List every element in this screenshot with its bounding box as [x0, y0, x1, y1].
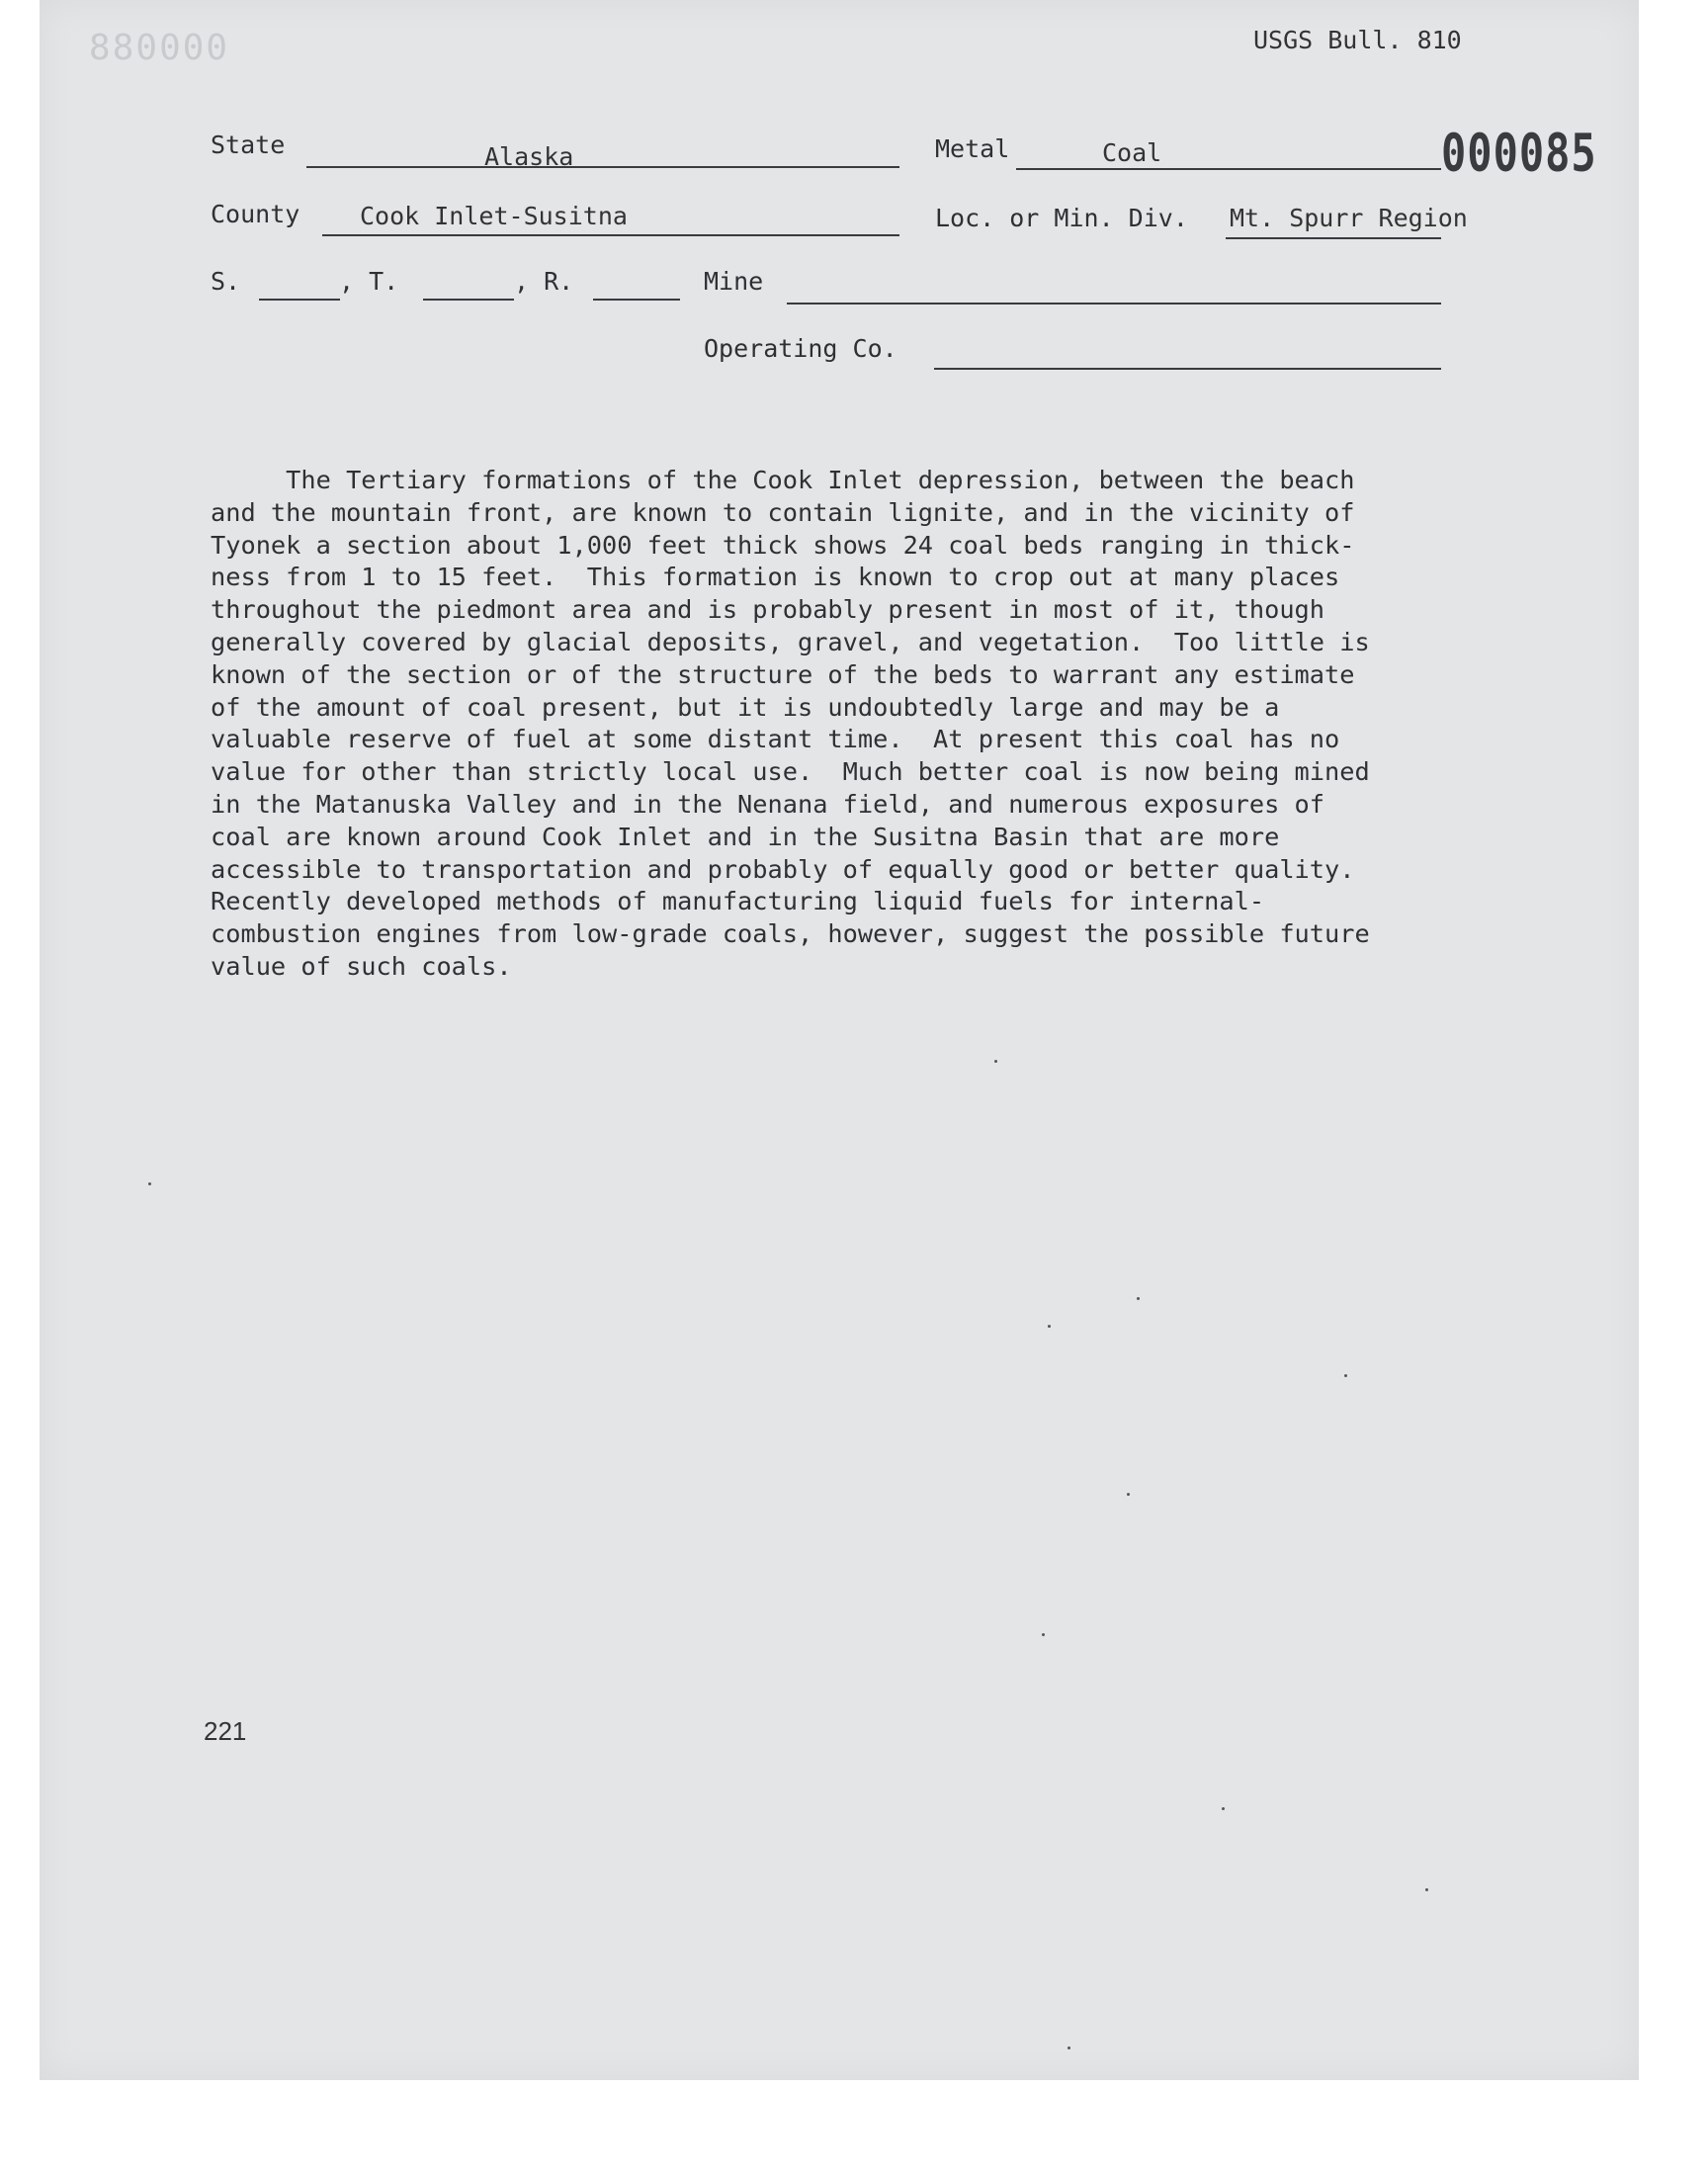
body-line: value for other than strictly local use. Much better coal is now being mined [211, 757, 1370, 787]
state-label: State [211, 130, 286, 159]
location-label: Loc. or Min. Div. [935, 204, 1188, 232]
scan-speck [1042, 1633, 1045, 1636]
scan-speck [1068, 2046, 1070, 2049]
body-line: combustion engines from low-grade coals, however, suggest the possible future [211, 919, 1370, 949]
scan-speck [1137, 1297, 1140, 1300]
body-line: The Tertiary formations of the Cook Inlet depression, between the beach [211, 466, 1355, 494]
range-label: , R. [514, 267, 574, 296]
township-underline [423, 299, 514, 301]
operating-company-label: Operating Co. [704, 334, 897, 363]
document-page [40, 0, 1639, 2080]
section-underline [259, 299, 340, 301]
location-value: Mt. Spurr Region [1230, 204, 1468, 232]
body-line: generally covered by glacial deposits, gravel, and vegetation. Too little is [211, 627, 1370, 656]
state-value: Alaska [484, 142, 574, 171]
scan-speck [1048, 1325, 1051, 1328]
section-label: S. [211, 267, 241, 296]
scan-speck [1425, 1888, 1428, 1891]
body-line: and the mountain front, are known to contain lignite, and in the vicinity of [211, 497, 1355, 527]
body-line: Tyonek a section about 1,000 feet thick shows 24 coal beds ranging in thick- [211, 530, 1355, 560]
scan-speck [1127, 1493, 1130, 1496]
operating-company-underline [934, 368, 1441, 370]
range-underline [593, 299, 680, 301]
body-line: ness from 1 to 15 feet. This formation is known to crop out at many places [211, 563, 1340, 592]
body-line: Recently developed methods of manufacturing liquid fuels for internal- [211, 887, 1265, 916]
body-line: in the Matanuska Valley and in the Nenana field, and numerous exposures of [211, 789, 1325, 819]
scan-speck [994, 1060, 997, 1063]
body-line: throughout the piedmont area and is probably present in most of it, though [211, 595, 1325, 625]
metal-value: Coal [1102, 138, 1162, 167]
scan-speck [1344, 1374, 1347, 1377]
page-number: 221 [204, 1716, 247, 1746]
bleed-through-number: 000088 [87, 28, 228, 68]
body-line: value of such coals. [211, 951, 512, 981]
scan-speck [148, 1182, 151, 1185]
body-line: accessible to transportation and probably of equally good or better quality. [211, 854, 1355, 884]
body-line: of the amount of coal present, but it is undoubtedly large and may be a [211, 692, 1280, 722]
scan-speck [1222, 1807, 1225, 1810]
body-line: known of the section or of the structure of the beds to warrant any estimate [211, 659, 1355, 689]
bulletin-reference: USGS Bull. 810 [1253, 26, 1462, 54]
body-line: valuable reserve of fuel at some distant time. At present this coal has no [211, 725, 1340, 754]
township-label: , T. [339, 267, 399, 296]
state-underline [306, 166, 899, 168]
mine-underline [787, 303, 1441, 304]
county-label: County [211, 200, 300, 228]
mine-label: Mine [704, 267, 764, 296]
body-line: coal are known around Cook Inlet and in the Susitna Basin that are more [211, 822, 1280, 851]
county-underline [322, 234, 899, 236]
metal-label: Metal [935, 134, 1010, 163]
body-paragraph [211, 465, 1525, 984]
county-value: Cook Inlet-Susitna [360, 202, 628, 230]
record-number-stamp: 000085 [1441, 123, 1597, 184]
metal-underline [1016, 168, 1441, 170]
location-underline [1226, 237, 1441, 239]
